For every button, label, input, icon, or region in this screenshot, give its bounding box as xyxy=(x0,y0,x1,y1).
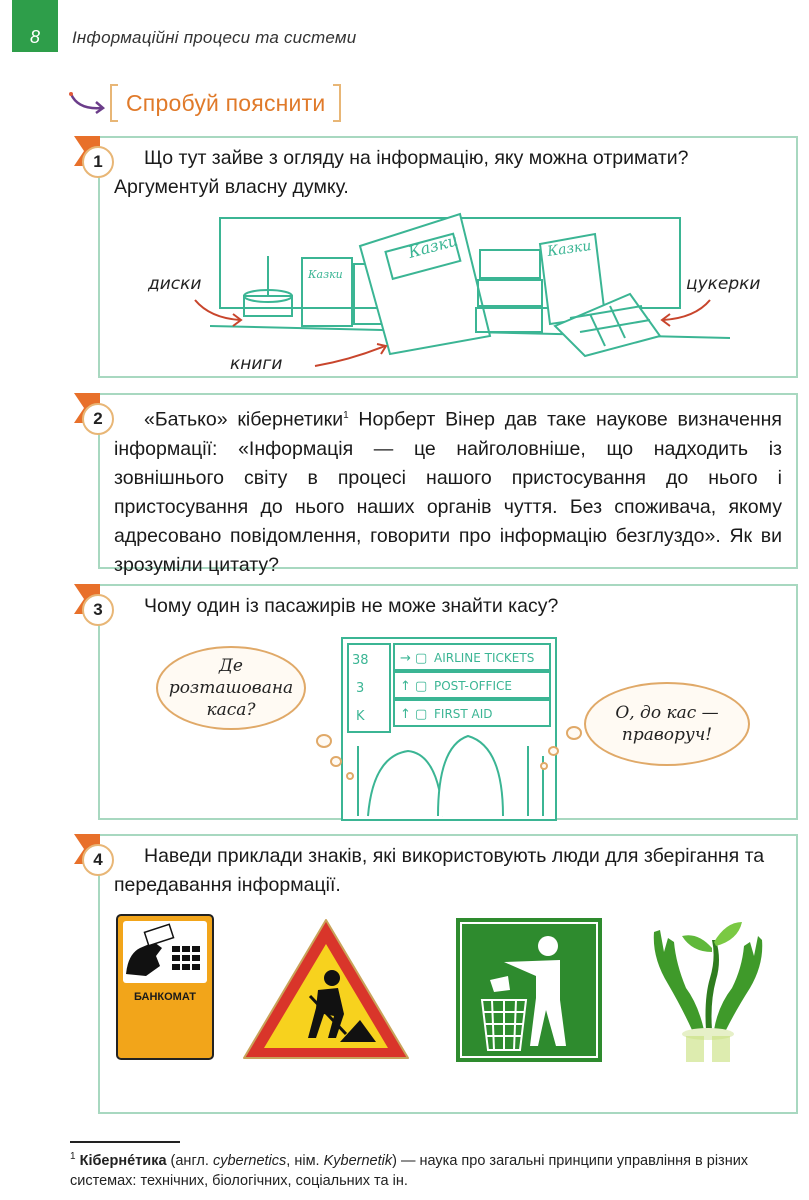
bubble-dot xyxy=(346,772,354,780)
label-candies: цукерки xyxy=(686,274,761,294)
bracket-right xyxy=(333,84,341,122)
svg-text:FIRST AID: FIRST AID xyxy=(434,707,493,721)
svg-text:↑ ▢: ↑ ▢ xyxy=(400,679,428,694)
station-board-illustration xyxy=(338,636,560,822)
bracket-left xyxy=(110,84,118,122)
task-2 xyxy=(93,393,798,576)
svg-text:Казки: Казки xyxy=(308,268,343,281)
svg-text:↑ ▢: ↑ ▢ xyxy=(400,707,428,722)
svg-text:БАНКОМАТ: БАНКОМАТ xyxy=(134,991,196,1003)
svg-text:AIRLINE TICKETS: AIRLINE TICKETS xyxy=(434,651,535,665)
task-text: Чому один із пасажирів не може знайти касу? xyxy=(144,595,559,617)
bubble-dot xyxy=(566,726,582,740)
svg-text:K: K xyxy=(356,709,365,724)
svg-text:POST-OFFICE: POST-OFFICE xyxy=(434,679,512,693)
task-4 xyxy=(93,834,798,1114)
footnote: $^1$ Кібернéтика (англ. cybernetics, нім. Kybernetik) — наука про загальні принципи управління в різних системах: технічних, біологічних, соціальних та ін. xyxy=(70,1151,749,1189)
task-3 xyxy=(93,584,798,820)
road-works-sign xyxy=(240,916,412,1062)
task-1 xyxy=(93,136,798,378)
section-title: Спробуй пояснити xyxy=(126,89,326,116)
bubble-dot xyxy=(316,734,332,748)
svg-text:3: 3 xyxy=(356,681,365,696)
svg-text:→ ▢: → ▢ xyxy=(400,651,428,666)
bubble-dot xyxy=(330,756,342,767)
thought-bubble-right: О, до кас — праворуч! xyxy=(584,682,750,766)
task-text: Що тут зайве з огляду на інформацію, яку можна отримати? Аргументуй власну думку. xyxy=(114,147,689,198)
task-text: «Батько» кібернетики$^1$ Норберт Вінер дав таке наукове визначення інформації: «Інформація — це найголовніше, що надходить із зовнішнього світу в процесі нашого пристосування до нього і пристосування до нього наших органів чуття. Без споживача, якому адресовано повідомлення, говорити про інформацію безглуздо». Як ви зрозуміли цитату? xyxy=(114,408,782,576)
section-heading xyxy=(68,82,341,124)
hands-sprout-icon xyxy=(654,922,762,1030)
footnote-rule xyxy=(70,1141,180,1143)
thought-bubble-left: Де розташована каса? xyxy=(156,646,306,730)
svg-text:Казки: Казки xyxy=(406,230,460,262)
label-books: книги xyxy=(230,354,283,374)
task-number: 3 xyxy=(82,594,114,626)
task-number: 1 xyxy=(82,146,114,178)
bubble-dot xyxy=(540,762,548,770)
atm-sign xyxy=(116,914,214,1060)
pointer-arrows xyxy=(100,138,800,378)
label-disks: диски xyxy=(148,274,202,294)
litter-bin-sign xyxy=(456,918,602,1062)
page-number: 8 xyxy=(12,0,58,52)
footnote-ref[interactable]: 1 xyxy=(343,410,349,421)
running-title: Інформаційні процеси та системи xyxy=(72,28,357,47)
svg-text:38: 38 xyxy=(352,653,369,668)
task-number: 2 xyxy=(82,403,114,435)
bubble-dot xyxy=(548,746,559,756)
eco-hands-sign xyxy=(646,918,770,1066)
task-text: Наведи приклади знаків, які використовують люди для зберігання та передавання інформації. xyxy=(114,845,765,896)
task-number: 4 xyxy=(82,844,114,876)
curved-arrow-icon xyxy=(68,88,110,118)
svg-text:Казки: Казки xyxy=(546,237,593,260)
